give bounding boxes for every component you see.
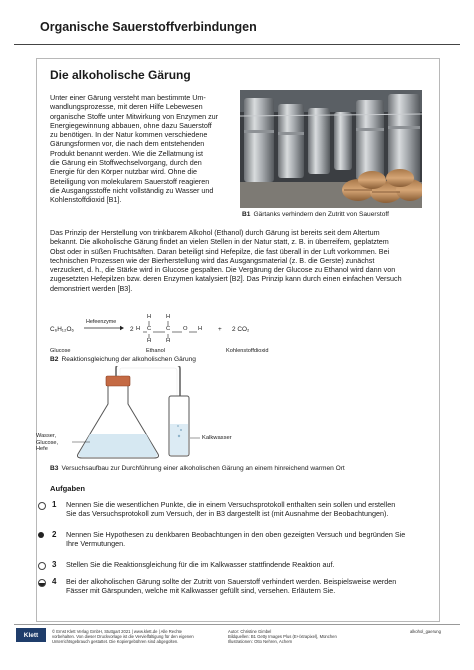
difficulty-half-icon [38, 579, 46, 587]
para-line: verzuckert, d. h., die Stärke wird in Glucose gespalten. Die Vergärung der Glucose zu Ethanol wird dann von [50, 265, 396, 275]
task-number: 2 [52, 530, 57, 539]
tasks-heading: Aufgaben [50, 484, 86, 493]
intro-line: zu benötigen. In der Natur kommen verschiedene [50, 130, 208, 140]
struct-c: C [166, 326, 171, 332]
section-title: Die alkoholische Gärung [50, 68, 191, 82]
footer-doc-id: alkohol_gaerung [410, 629, 441, 634]
intro-line: organische Stoffe unter Mitwirkung von Enzymen zur [50, 111, 219, 121]
glucose-name: Glucose [50, 348, 71, 354]
co2-product: 2 CO₂ [232, 326, 250, 333]
intro-line: Produkt benannt werden. Wie die Zellatmung ist [50, 148, 204, 158]
para-line: bekannt. Die alkoholische Gärung findet an vielen Stellen in der Natur statt, z. B. in überreifem, geplatztem [50, 237, 389, 247]
flask-label-line: Hefe [36, 446, 48, 453]
task-number: 3 [52, 560, 57, 569]
task-1-text [66, 500, 422, 519]
task-number: 4 [52, 577, 57, 586]
ethanol-bonds [134, 312, 204, 346]
b3-label: B3 [50, 465, 59, 472]
difficulty-open-icon [38, 562, 46, 570]
ethanol-name: Ethanol [146, 348, 165, 354]
ethanol-coefficient: 2 [130, 326, 134, 333]
footer-line: vorbehalten. Von dieser Druckvorlage ist die Vervielfältigung für den eigenen [52, 634, 194, 640]
fermentation-tanks-photo [240, 90, 422, 208]
enzyme-label: Hefeenzyme [86, 319, 117, 325]
footer-rule [14, 624, 460, 625]
intro-line: Gärungsformen vor, die nach dem entstehenden [50, 139, 205, 149]
b2-caption [50, 356, 196, 363]
difficulty-open-icon [38, 502, 46, 510]
task-line: Stellen Sie die Reaktionsgleichung für die im Kalkwasser stattfindende Reaktion auf. [66, 560, 335, 569]
reaction-equation [50, 298, 430, 358]
para-line: zugesetzten Hefepilzen bzw. deren Enzymen katalysiert [B2]. Das Prinzip kann durch einen einfachen Versuch [50, 274, 402, 284]
footer-credits [228, 629, 398, 645]
footer-copyright [52, 629, 222, 645]
intro-line: wandlungsprozesse, mit deren Hilfe Lebewesen [50, 102, 203, 112]
flask-label-line: Wasser, [36, 433, 56, 439]
intro-line: Unter einer Gärung versteht man bestimmte Um- [50, 93, 206, 102]
struct-h: H [147, 314, 152, 320]
b2-caption-text: Reaktionsgleichung der alkoholischen Gärung [61, 356, 196, 363]
intro-line: Energiegewinnung abbauen, ohne dazu Sauerstoff [50, 120, 212, 130]
struct-oh-h: H [198, 326, 203, 332]
struct-h: H [166, 338, 171, 344]
page-header-title: Organische Sauerstoffverbindungen [40, 20, 257, 34]
task-line: Fässer mit Gärspunden, welche mit Kalkwasser gefüllt sind, versehen. Erläutern Sie. [66, 586, 336, 596]
struct-o: O [183, 326, 188, 332]
footer-line: Bildquellen: B1 Getty Images Plus (E+/xtrapixel), München [228, 634, 337, 640]
experiment-apparatus [50, 366, 310, 462]
footer-line: Autor: Christine Gimbel [228, 629, 272, 634]
struct-h: H [147, 338, 152, 344]
co2-name: Kohlenstoffdioxid [226, 348, 269, 354]
task-line: Nennen Sie Hypothesen zu denkbaren Beobachtungen in den oben gezeigten Versuch und begründen Sie [66, 530, 406, 539]
task-3-text [66, 560, 422, 569]
b2-label: B2 [50, 356, 59, 363]
flask-label-line: Glucose, [36, 439, 59, 446]
task-line: Nennen Sie die wesentlichen Punkte, die in einem Versuchsprotokoll enthalten sein sollen und erstellen [66, 500, 396, 509]
struct-h: H [136, 326, 141, 332]
reaction-arrow [84, 325, 124, 331]
task-line: Ihre Vermutungen. [66, 539, 126, 549]
struct-h: H [166, 314, 171, 320]
para-line: technischen Prozessen wie der Bierherstellung wird das Ausgangsmaterial (z. B. die Gerste) zunächst [50, 255, 375, 265]
struct-c: C [147, 326, 152, 332]
intro-paragraph [50, 93, 236, 205]
intro-line: die Ausgangsstoffe nicht vollständig zu Wasser und [50, 185, 214, 195]
task-line: Bei der alkoholischen Gärung sollte der Zutritt von Sauerstoff verhindert werden. Beispielsweise werden [66, 577, 397, 586]
task-2-text [66, 530, 422, 549]
task-number: 1 [52, 500, 57, 509]
footer-line: Illustrationen: Otto Nehren, Achern [228, 639, 293, 645]
task-line: Sie das Versuchsprotokoll zum Versuch, der in B3 dargestellt ist (mit Ausnahme der Beobachtungen). [66, 509, 389, 519]
publisher-logo: Klett [16, 628, 46, 642]
fermentation-paragraph [50, 228, 430, 293]
footer-line: Unterrichtsgebrauch gestattet. Die Kopiergebühren sind abgegolten. [52, 639, 179, 645]
intro-line: Kohlenstoffdioxid [B1]. [50, 195, 122, 205]
b1-caption [242, 211, 432, 218]
intro-line: Beteiligung von molekularem Sauerstoff reagieren [50, 176, 210, 186]
footer-line: © Ernst Klett Verlag GmbH, Stuttgart 2021 | www.klett.de | Alle Rechte [52, 629, 183, 634]
para-line: demonstriert werden [B3]. [50, 283, 133, 293]
b3-caption-text: Versuchsaufbau zur Durchführung einer alkoholischen Gärung an einem hinreichend warmen Ort [61, 465, 345, 472]
b3-caption [50, 465, 435, 472]
b1-caption-text: Gärtanks verhindern den Zutritt von Sauerstoff [253, 211, 389, 218]
para-line: Das Prinzip der Herstellung von trinkbarem Alkohol (Ethanol) durch Gärung ist bereits seit dem Altertum [50, 228, 380, 237]
limewater-label: Kalkwasser [202, 435, 232, 441]
glucose-formula: C₆H₁₂O₆ [50, 326, 74, 333]
task-4-text [66, 577, 422, 596]
intro-line: Energie für den Körper nutzbar wird. Ohne die [50, 167, 198, 177]
plus-sign: + [218, 326, 222, 333]
b1-label: B1 [242, 211, 251, 218]
intro-line: die Gärung ein Stoffwechselvorgang, durch den [50, 158, 202, 168]
difficulty-full-icon [38, 532, 44, 538]
para-line: Obst oder in süßen Fruchtsäften. Daran beteiligt sind Hefepilze, die fast überall in der Luft vorkommen. Bei [50, 246, 390, 256]
flask-contents-label [36, 433, 58, 453]
